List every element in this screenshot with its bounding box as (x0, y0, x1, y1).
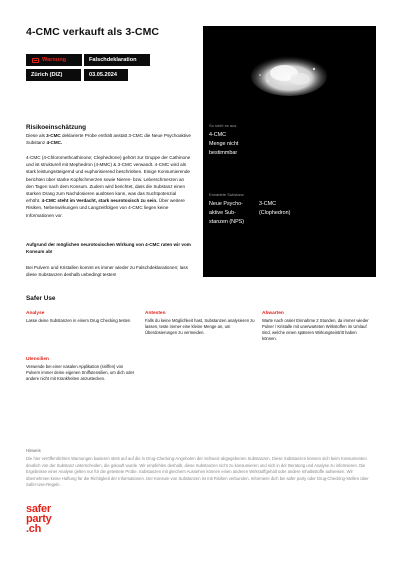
advice-title-analysis: Analyse (26, 311, 45, 316)
advice-title-testing: Antesten (145, 311, 166, 316)
powder-image (248, 51, 330, 97)
info-value-appearance: 4-CMC Menge nicht bestimmbar (209, 132, 239, 156)
page-title: 4-CMC verkauft als 3-CMC (26, 26, 160, 38)
saferparty-logo[interactable]: safer party .ch (26, 503, 52, 535)
risk-paragraph-1: Diese als 3-CMC deklarierte Probe enthält anstatt 3-CMC die Neue Psychoaktive Substanz 4-CMC. (26, 133, 191, 146)
risk-paragraph-4: Bei Pulvern und Kristallen kommt es immer wieder zu Falschdeklarationen; lass diese Substanzen deshalb unbedingt testen! (26, 265, 188, 278)
info-label-expected: Erwartete Substanz (209, 192, 244, 197)
safer-use-heading: Safer Use (26, 295, 56, 302)
disclaimer-text: Die hier veröffentlichten Warnungen basieren stets auf auf die in Drug-Checking-Angeboten der Schweiz abgegebenen Substanzen. Diese Substanzen können sich beim Konsumenten deutlich von der Substanz unterscheiden, die gekauft wurde. Wir empfehlen deshalb, diese Substanzen nicht zu konsumieren und sich in der Beratung und Analyse zu informieren. Die Ergebnisse einer Analyse gelten nur für die getestete Probe. Substanzen mit gleichem Aussehen können einen anderen Wirkstoffgehalt oder andere Inhaltsstoffe aufweisen. Wir übernehmen keine Haftung für die Richtigkeit der Informationen. Der Konsum von Substanzen ist mit Risiken verbunden. Informiere dich bei safer party oder Drug-Checking-Stellen über Safer-Use-Regeln. (26, 456, 369, 488)
advice-text-waiting: Warte nach oraler Einnahme 2 Stunden, da immer wieder Pulver / Kristalle mit unerwarteten Wirkstoffen im Umlauf sind, welche einen späteren Wirkungseintritt haben können. (262, 318, 369, 341)
warning-label: Warnung (42, 57, 67, 63)
advice-title-waiting: Abwarten (262, 311, 284, 316)
info-value-substance: 3-CMC (Clophedron) (259, 201, 291, 216)
disclaimer-heading: Hinweis (26, 448, 41, 453)
location-badge: Zürich (DIZ) (26, 69, 81, 81)
advice-title-tools: Utensilien (26, 357, 49, 362)
risk-paragraph-3: Aufgrund der möglichen neurotoxischen Wirkung von 4-CMC raten wir vom Konsum ab! (26, 242, 191, 255)
risk-heading: Risikoeinschätzung (26, 124, 87, 131)
risk-paragraph-2: 4-CMC (4-Chloromethcathinone; Clephedrone) gehört zur Gruppe der Cathinone und ist strukturell mit Mephedron (4-MMC) & 3-CMC verwandt. 4-CMC wird als stark leistungssteigernd und euphorisierend beschrieben. Einige Konsumierende berichten über starke Kopfschmerzen sowie Nieren- bzw. Leberschmerzen an den Tagen nach dem Konsum. Zudem wird berichtet, dass die Substanz einen starken Drang zum Nachdosieren auslösen kann, was das Suchtpotenzial erhöht. 4-CMC steht im Verdacht, stark neurotoxisch zu sein. Über weitere Risiken, Nebenwirkungen und Langzeitfolgen von 4-CMC liegen keine Informationen vor. (26, 155, 191, 218)
advice-text-testing: Falls du keine Möglichkeit hast, Substanzen analysieren zu lassen, teste immer eine kleine Menge an, um Überdosierungen zu vermeiden. (145, 318, 255, 335)
advice-text-tools: Verwende bei einer nasalen Applikation (sniffen) von Pulvern immer deine eigenen Sniffutensilien, um dich oder andere nicht mit Krankheiten anzustecken. (26, 364, 135, 381)
advice-text-analysis: Lasse deine Substanzen in einem Drug Checking testen (26, 318, 131, 323)
info-box (203, 117, 376, 277)
warning-icon (32, 58, 39, 63)
info-value-category: Neue Psycho- aktive Sub- stanzen (NPS) (209, 201, 245, 225)
substance-photo (203, 26, 376, 117)
date-badge: 03.05.2024 (84, 69, 128, 81)
info-label-appearance: So sieht es aus (209, 123, 237, 128)
type-badge: Falschdeklaration (84, 54, 150, 66)
warning-badge (26, 54, 82, 66)
